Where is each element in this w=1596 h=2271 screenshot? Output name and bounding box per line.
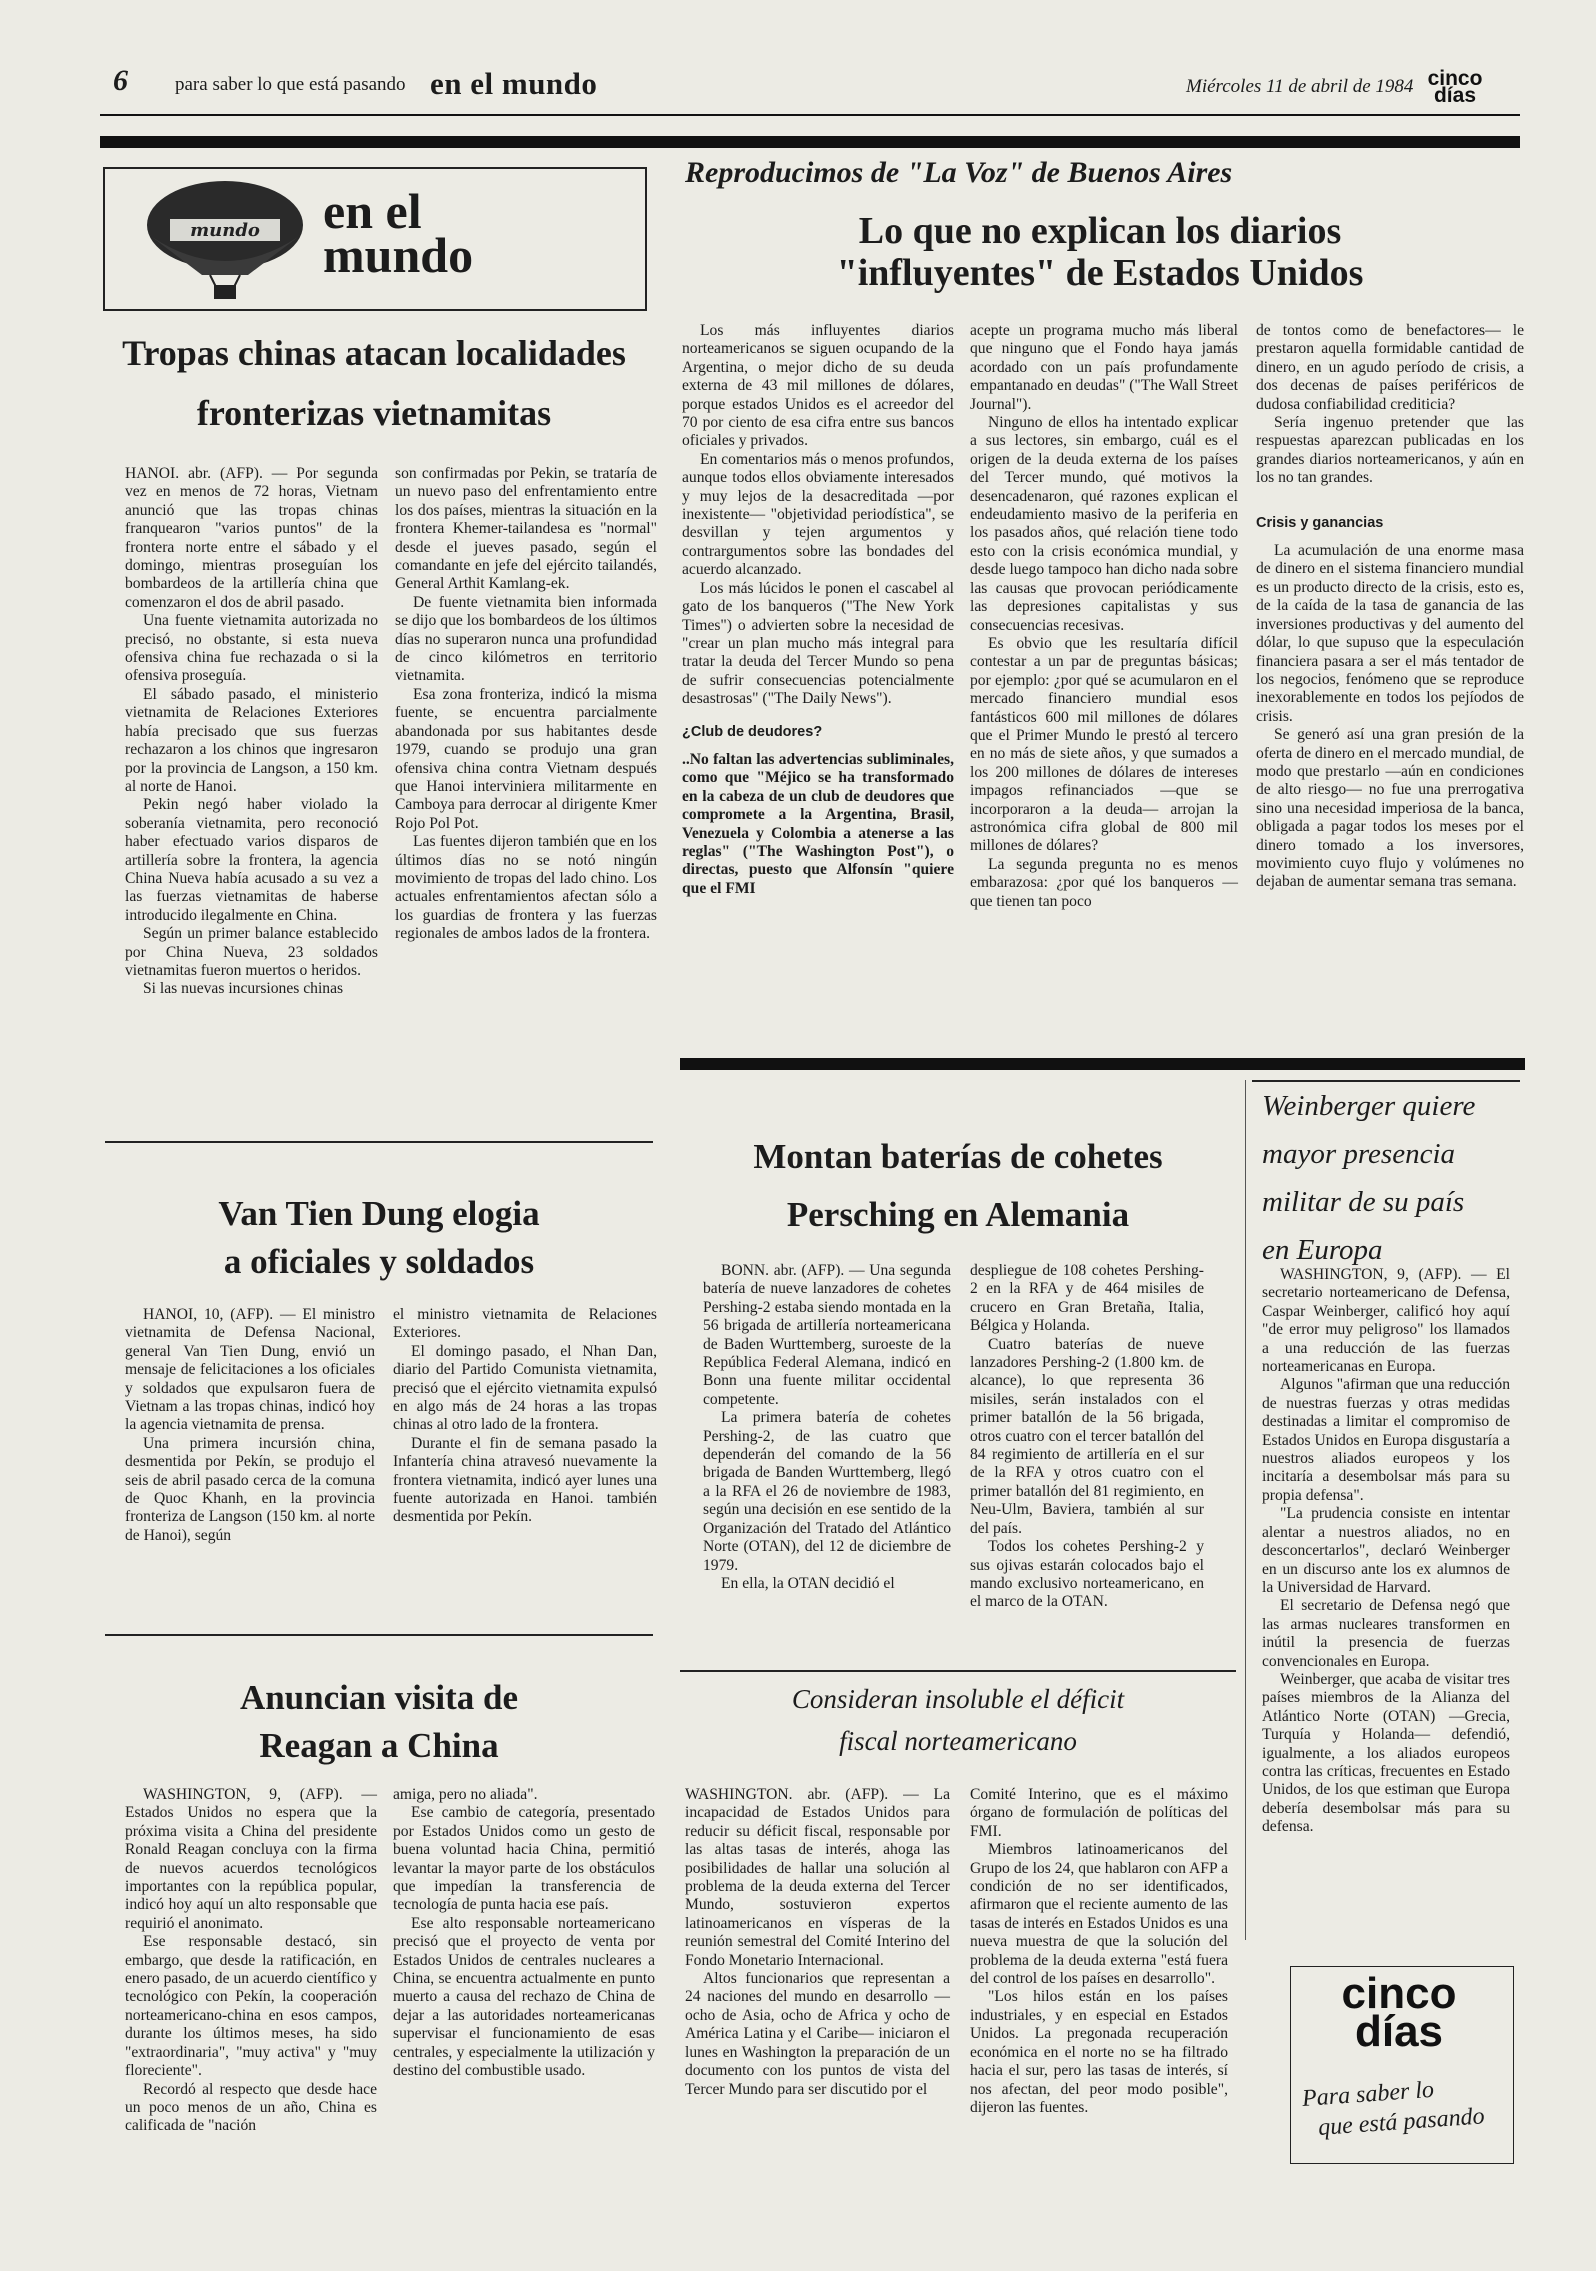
art7-headline: [680, 1678, 1236, 1762]
art3-paragraph: el ministro vietnamita de Relaciones Exteriores.: [393, 1306, 657, 1342]
art4-headline: [680, 1128, 1236, 1244]
art3-headline-line2: a oficiales y soldados: [223, 1242, 535, 1281]
art7-paragraph: Miembros latinoamericanos del Grupo de los 24, que hablaron con AFP a condición de no ser identificados, afirmaron que el reciente aumento de las tasas de interés en Estados Unidos es una nueva muestra de que la solución del problema de la deuda externa "está fuera del control de los países en desarrollo".: [970, 1841, 1228, 1988]
art2-paragraph: Los más influyentes diarios norteamericanos se siguen ocupando de la Argentina, o mejor dicho de su deuda externa de 43 mil millones de dólares, porque estados Unidos es el acreedor del 70 por ciento de esa cifra entre sus bancos oficiales y privados.: [682, 322, 954, 450]
art2-headline-line1: Lo que no explican los diarios: [858, 210, 1342, 252]
art1-paragraph: Pekin negó haber violado la soberanía vietnamita, pero reconoció haber efectuado varios disparos de artillería sobre la frontera, la agencia China Nueva había acusado a su vez a las fuerzas vietnamitas de haberse introducido ilegalmente en China.: [125, 796, 378, 924]
header-logo-line1: cinco: [1427, 67, 1483, 90]
ad-handwriting-line2: que está pasando: [1317, 2103, 1486, 2141]
art2-column-2: [970, 322, 1238, 911]
art7-paragraph: "Los hilos están en los países industriales, y en especial en Estados Unidos. La pregonada recuperación económica en el norte no se ha filtrado hacia el sur, pero las tasas de interés, sí nos afectan, del peor modo posible", dijeron las fuentes.: [970, 1988, 1228, 2116]
art4-paragraph: Todos los cohetes Pershing-2 y sus ojivas estarán colocados bajo el mando exclusivo norteamericano, en el marco de la OTAN.: [970, 1538, 1204, 1611]
art7-top-rule: [680, 1670, 1236, 1672]
art1-column-1: [125, 465, 378, 999]
art3-top-rule: [105, 1141, 653, 1143]
art1-paragraph: Una fuente vietnamita autorizada no precisó, no obstante, si esta nueva ofensiva china fue rechazada o si la ofensiva proseguía.: [125, 612, 378, 685]
art5-paragraph: El secretario de Defensa negó que las armas nucleares transformen en inútil la presencia de fuerzas convencionales en Europa.: [1262, 1597, 1510, 1670]
art4-headline-line1: Montan baterías de cohetes: [753, 1137, 1163, 1176]
art2-subhead-crisis: Crisis y ganancias: [1256, 514, 1384, 531]
art2-paragraph: de tontos como de benefactores— le prestaron aquella formidable cantidad de dinero, en un agudo período de crisis, a dos decenas de países periféricos de dudosa confiabilidad crediticia?: [1256, 322, 1524, 413]
art1-paragraph: HANOI. abr. (AFP). — Por segunda vez en menos de 72 horas, Vietnam anunció que las tropas chinas franquearon "varios puntos" de la frontera norte entre el sábado y el domingo, mientras proseguían los bombardeos de la artillería china que comenzaron el dos de abril pasado.: [125, 465, 378, 611]
art2-headline: [680, 210, 1520, 294]
hot-air-balloon-icon: [130, 175, 320, 303]
art2-paragraph: Los más lúcidos le ponen el cascabel al gato de los banqueros ("The New York Times") o advierten sobre la necesidad de "crear un plan mucho más integral para tratar la deuda del Tercer Mundo so pena de sufrir consecuencias potencialmente desastrosas" ("The Daily News").: [682, 579, 954, 708]
art2-bottom-rule: [680, 1058, 1525, 1070]
art2-paragraph: Sería ingenuo pretender que las respuestas aparezcan publicadas en los grandes diarios norteamericanos, y aún en los no tan grandes.: [1256, 414, 1524, 487]
art6-column-2: [393, 1786, 655, 2081]
header-thick-rule: [100, 136, 1520, 148]
art5-headline: [1262, 1082, 1522, 1274]
art3-paragraph: El domingo pasado, el Nhan Dan, diario del Partido Comunista vietnamita, precisó que el ejército vietnamita expulsó en algo más de 24 horas a las tropas chinas al otro lado de la frontera.: [393, 1342, 657, 1434]
art6-headline: [100, 1674, 658, 1770]
art1-column-2: [395, 465, 657, 944]
art1-headline: [100, 330, 648, 436]
art2-paragraph-bold: ..No faltan las advertencias subliminales, como que "Méjico se ha transformado en la cabeza de un club de deudores que compromete a la Argentina, Brasil, Venezuela y Colombia a atenerse a las reglas" ("The Washington Post"), o directas, puesto que Alfonsín "quiere que el FMI: [682, 750, 954, 897]
art2-paragraph: La segunda pregunta no es menos embarazosa: ¿por qué los banqueros —que tienen tan poco: [970, 855, 1238, 910]
art7-paragraph: Altos funcionarios que representan a 24 naciones del mundo en desarrollo —ocho de Asia, ocho de Africa y ocho de América Latina y el Caribe— iniciaron el lunes en Washington la preparación de un documento con los puntos de vista del Tercer Mundo para ser discutido por el: [685, 1970, 950, 2098]
art2-paragraph: Ninguno de ellos ha intentado explicar a sus lectores, sin embargo, cuál es el origen de la deuda externa de los países del Tercer mundo, qué motivos la desencadenaron, qué razones explican el endeudamiento masivo de la periferia en los pasados años, qué relación tiene todo esto con la crisis económica mundial, y desde luego tampoco han dicho nada sobre las causas que provocan periódicamente las depresiones capitalistas y sus consecuencias recesivas.: [970, 414, 1238, 634]
ad-box: [1290, 1966, 1514, 2164]
art5-headline-line1: Weinberger quiere: [1262, 1090, 1476, 1122]
art1-paragraph: Esa zona fronteriza, indicó la misma fuente, se encuentra parcialmente abandonada por sus habitantes desde 1979, cuando se produjo una gran ofensiva china contra Vietnam después que Hanoi interviniera militarmente en Camboya para derrocar al dirigente Kmer Rojo Pol Pot.: [395, 685, 657, 832]
ad-handwriting: [1301, 2070, 1505, 2144]
art3-column-2: [393, 1306, 657, 1527]
header-date: Miércoles 11 de abril de 1984: [1186, 76, 1414, 97]
art7-column-1: [685, 1786, 950, 2099]
art6-top-rule: [105, 1634, 653, 1636]
art7-paragraph: WASHINGTON. abr. (AFP). — La incapacidad de Estados Unidos para reducir su déficit fiscal, responsable por las altas tasas de interés, ahoga las posibilidades de hallar una solución al problema de la deuda externa del Tercer Mundo, sostuvieron expertos latinoamericanos en vísperas de la reunión semestral del Comité Interino del Fondo Monetario Internacional.: [685, 1786, 950, 1969]
art3-headline: [100, 1190, 658, 1286]
art1-paragraph: Las fuentes dijeron también que en los últimos días no se notó ningún movimiento de tropas del lado chino. Los actuales enfrentamientos afectan sólo a los guardias de frontera y las fuerzas regionales de ambos lados de la frontera.: [395, 833, 657, 943]
art2-headline-line2: "influyentes" de Estados Unidos: [836, 252, 1364, 294]
art4-paragraph: despliegue de 108 cohetes Pershing-2 en la RFA y de 464 misiles de crucero en Gran Bretaña, Italia, Bélgica y Holanda.: [970, 1262, 1204, 1335]
art5-paragraph: Algunos "afirman que una reducción de nuestras fuerzas y otras medidas destinadas a limitar el compromiso de Estados Unidos en Europa disgustaría a nuestros aliados europeos y los incitaría a desembolsar más para su propia defensa".: [1262, 1376, 1510, 1504]
ad-handwriting-line1: Para saber lo: [1301, 2076, 1435, 2112]
art6-paragraph: WASHINGTON, 9, (AFP). — Estados Unidos no espera que la próxima visita a China del presidente Ronald Reagan concluya con la firma de nuevos acuerdos tecnológicos importantes con la república popular, indicó hoy aquí un alto responsable que requirió el anonimato.: [125, 1786, 377, 1932]
header-section-small: para saber lo que está pasando: [175, 74, 406, 95]
art4-paragraph: En ella, la OTAN decidió el: [721, 1574, 895, 1592]
art2-column-1: [682, 322, 954, 898]
header-logo: [1420, 67, 1490, 107]
art6-paragraph: Ese alto responsable norteamericano precisó que el proyecto de venta por Estados Unidos de centrales nucleares a China, se encuentra actualmente en punto muerto a causa del rechazo de China de dejar a las autoridades norteamericanas supervisar el funcionamiento de esas centrales, y especialmente la utilización y destino del combustible usado.: [393, 1914, 655, 2080]
section-box-title-line2: mundo: [323, 227, 474, 283]
art4-headline-line2: Persching en Alemania: [786, 1195, 1130, 1234]
art2-paragraph: acepte un programa mucho más liberal que ninguno que el Fondo haya jamás acordado con un país profundamente empantanado en deudas" ("The Wall Street Journal").: [970, 322, 1238, 413]
art5-paragraph: "La prudencia consiste en intentar alentar a nuestros aliados, no en desconcertarlos", declaró Weinberger en un discurso ante los ex alumnos de la Universidad de Harvard.: [1262, 1505, 1510, 1596]
art6-paragraph: Ese cambio de categoría, presentado por Estados Unidos como un gesto de buena voluntad hacia China, permitió levantar la mayor parte de los obstáculos que impedían la transferencia de tecnología de punta hacia ese país.: [393, 1804, 655, 1914]
art5-paragraph: Weinberger, que acaba de visitar tres países miembros de la Alianza del Atlántico Norte (OTAN) —Grecia, Turquía y Holanda— defendió, igualmente, a los aliados europeos contra las críticas, frecuentes en Estado Unidos, de los que estiman que Europa debería desembolsar más para su defensa.: [1262, 1670, 1510, 1836]
art1-headline-line2: fronterizas vietnamitas: [196, 393, 552, 433]
header-logo-line2: días: [1433, 84, 1477, 107]
ad-logo-line2: días: [1354, 2007, 1444, 2056]
section-box: [103, 167, 647, 311]
art1-paragraph: Según un primer balance establecido por China Nueva, 23 soldados vietnamitas fueron muertos o heridos.: [125, 925, 378, 979]
art7-headline-line2: fiscal norteamericano: [839, 1726, 1077, 1756]
art4-column-1: [703, 1262, 951, 1593]
art1-paragraph: De fuente vietnamita bien informada se dijo que los bombardeos de los últimos días no superaron nunca una profundidad de cinco kilómetros en territorio vietnamita.: [395, 593, 657, 685]
art4-paragraph: La primera batería de cohetes Pershing-2, de las cuatro que dependerán del comando de la 56 brigada de Banden Wurttemberg, llegó a la RFA el 26 de noviembre de 1983, según una decisión en ese sentido de la Organización del Tratado del Atlántico Norte (OTAN), del 12 de diciembre de 1979.: [703, 1409, 951, 1574]
balloon-word: mundo: [190, 220, 260, 241]
ad-logo: [1319, 1969, 1479, 2056]
art6-paragraph: Ese responsable destacó, sin embargo, que desde la ratificación, en enero pasado, de un acuerdo científico y tecnológico con Pekín, la cooperación norteamericano-china en esos campos, durante los últimos meses, ha sido "extraordinaria", "muy activa" y "muy floreciente".: [125, 1933, 377, 2080]
art7-paragraph: Comité Interino, que es el máximo órgano de formulación de políticas del FMI.: [970, 1786, 1228, 1840]
header-thin-rule: [100, 114, 1520, 116]
art6-headline-line1: Anuncian visita de: [239, 1678, 519, 1717]
art4-paragraph: BONN. abr. (AFP). — Una segunda batería de nueve lanzadores de cohetes Pershing-2 estaba siendo montada en la 56 brigada de artillería norteamericana de Baden Wurttemberg, suroeste de la República Federal Alemana, indicó en Bonn una fuente militar occidental competente.: [703, 1262, 951, 1408]
art1-paragraph: El sábado pasado, el ministerio vietnamita de Relaciones Exteriores había precisado que sus fuerzas rechazaron a los chinos que ingresaron por la provincia de Langson, a 150 km. al norte de Hanoi.: [125, 685, 378, 795]
art1-paragraph: son confirmadas por Pekin, se trataría de un nuevo paso del enfrentamiento entre los dos países, mientras la situación en la frontera Khemer-tailandesa es "normal" desde el jueves pasado, según el comandante en jefe del ejército tailandés, General Arthit Kamlang-ek.: [395, 465, 657, 593]
section-box-title-line1: en el: [323, 183, 422, 239]
art2-column-3: [1256, 322, 1524, 892]
art2-paragraph: La acumulación de una enorme masa de dinero en el sistema financiero mundial es un producto directo de la crisis, esto es, de la caída de la tasa de ganancia de las inversiones productivas y del aumento del dólar, lo que supuso que la especulación financiera pasara a ser el más tentador de los negocios, fenómeno que se reproduce inexorablemente en todos los pejíodos de crisis.: [1256, 542, 1524, 725]
art2-kicker: Reproducimos de "La Voz" de Buenos Aires: [685, 156, 1233, 189]
art3-paragraph: HANOI, 10, (AFP). — El ministro vietnamita de Defensa Nacional, general Van Tien Dung, envió un mensaje de felicitaciones a los oficiales y soldados que expulsaron fuera de Vietnam a las tropas chinas, indicó hoy la agencia vietnamita de prensa.: [125, 1306, 375, 1434]
art1-paragraph: Si las nuevas incursiones chinas: [143, 980, 344, 998]
art2-subhead-club: ¿Club de deudores?: [682, 723, 823, 740]
art6-column-1: [125, 1786, 377, 2136]
art2-paragraph: En comentarios más o menos profundos, aunque todos ellos obviamente interesados y muy lejos de la desacreditada —por inexistente— "objetividad periodística", se desvillan y tejen argumentos y contrargumentos sobre las bondades del acuerdo alcanzado.: [682, 450, 954, 579]
ad-logo-line1: cinco: [1341, 1969, 1457, 2018]
art5-paragraph: WASHINGTON, 9, (AFP). — El secretario norteamericano de Defensa, Caspar Weinberger, calificó hoy aquí "de error muy peligroso" los llamados a una reducción de las fuerzas norteamericanas en Europa.: [1262, 1266, 1510, 1376]
header-section-big: en el mundo: [430, 66, 598, 101]
art3-paragraph: Una primera incursión china, desmentida por Pekín, se produjo el seis de abril pasado cerca de la comuna de Quoc Khanh, en la provincia fronteriza de Langson (150 km. al norte de Hanoi), según: [125, 1434, 375, 1544]
art5-headline-line4: en Europa: [1262, 1234, 1383, 1266]
art6-headline-line2: Reagan a China: [259, 1726, 499, 1765]
art3-headline-line1: Van Tien Dung elogia: [218, 1194, 540, 1233]
art4-paragraph: Cuatro baterías de nueve lanzadores Pershing-2 (1.800 km. de alcance), lo que representa 36 misiles, serán instalados con el primer batallón de la 56 brigada, otros cuatro con el tercer batallón del 84 regimiento de artillería en el sur de la RFA y otros cuatro con el primer batallón del 81 regimiento, en Neu-Ulm, Baviera, también al sur del país.: [970, 1335, 1204, 1537]
art5-left-rule: [1245, 1080, 1246, 1940]
section-box-title: [323, 183, 474, 283]
art6-paragraph: Recordó al respecto que desde hace un poco menos de un año, China es calificada de "nación: [125, 2080, 377, 2135]
art7-headline-line1: Consideran insoluble el déficit: [791, 1684, 1125, 1714]
art7-column-2: [970, 1786, 1228, 2117]
art5-column: [1262, 1266, 1510, 1837]
art2-paragraph: Se generó así una gran presión de la oferta de dinero en el mercado mundial, de modo que prestarlo —aún en condiciones de alto riesgo— no fue una prerrogativa sino una necesidad imperiosa de la banca, obligada a pagar todos los meses por el dinero tomado a los inversores, movimiento cuyo flujo y volúmenes no dejaban de aumentar semana tras semana.: [1256, 726, 1524, 891]
art4-column-2: [970, 1262, 1204, 1612]
art3-column-1: [125, 1306, 375, 1545]
art1-headline-line1: Tropas chinas atacan localidades: [122, 333, 626, 373]
page-number: 6: [113, 64, 128, 97]
art5-headline-line3: militar de su país: [1262, 1186, 1465, 1218]
art3-paragraph: Durante el fin de semana pasado la Infantería china atravesó nuevamente la frontera vietnamita, indicó ayer lunes una fuente autorizada en Hanoi. también desmentida por Pekín.: [393, 1434, 657, 1526]
art2-paragraph: Es obvio que les resultaría difícil contestar a un par de preguntas básicas; por ejemplo: ¿por qué se acumularon en el mercado financiero mundial esos fantásticos 600 mil millones de dólares que el Primer Mundo le prestó al tercero en no más de siete años, y que sumados a los 200 millones de dólares de intereses impagos refinanciados —que se incorporaron a la deuda— arrojan la astronómica cifra global de 800 mil millones de dólares?: [970, 634, 1238, 855]
art6-paragraph: amiga, pero no aliada".: [393, 1786, 538, 1803]
art5-headline-line2: mayor presencia: [1262, 1138, 1456, 1170]
